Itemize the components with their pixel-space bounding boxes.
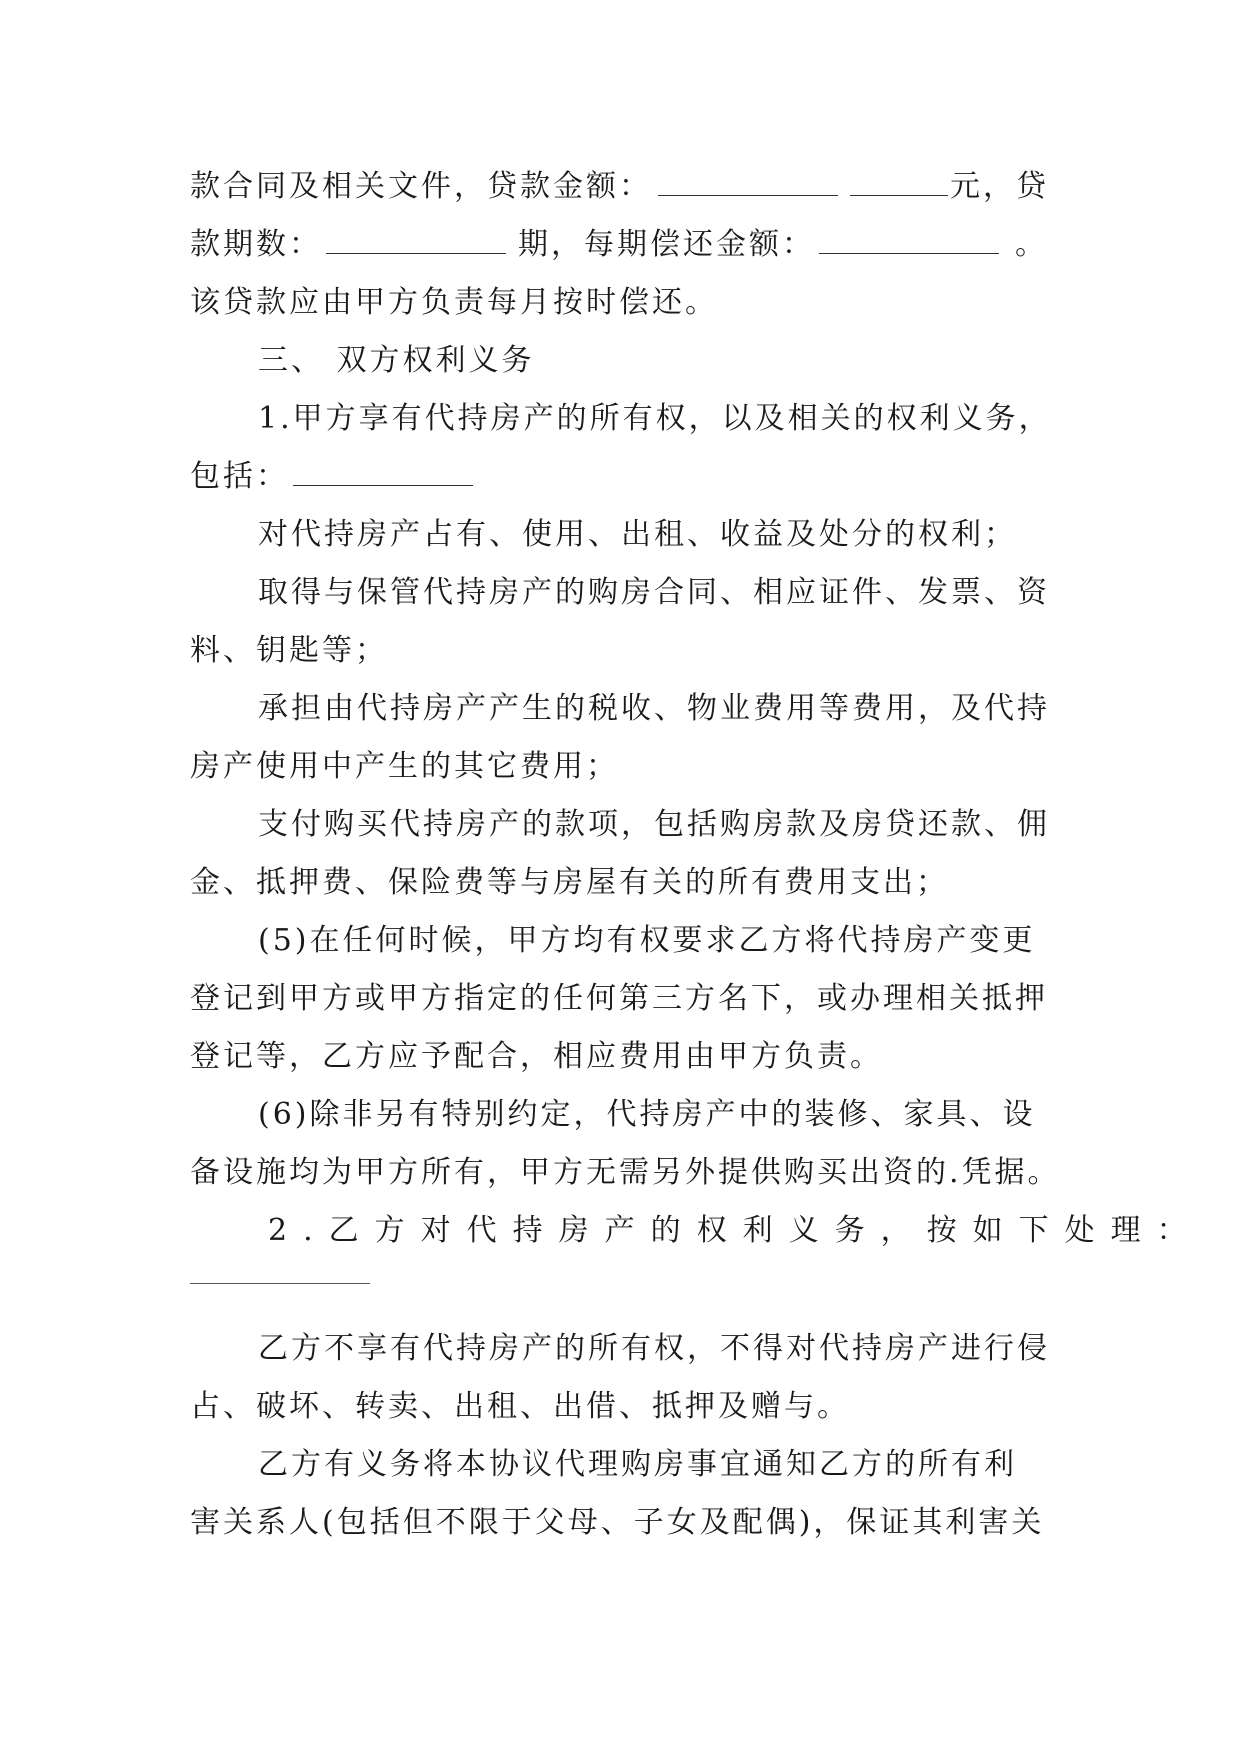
loan-amount-blank-2 <box>850 171 948 196</box>
paragraph-line: 备设施均为甲方所有，甲方无需另外提供购买出资的.凭据。 <box>190 1155 1061 1190</box>
paragraph-line: 登记到甲方或甲方指定的任何第三方名下，或办理相关抵押 <box>190 981 1048 1016</box>
paragraph-line <box>190 226 1048 264</box>
paragraph-line: 承担由代持房产产生的税收、物业费用等费用，及代持 <box>258 691 1050 726</box>
paragraph-line: 害关系人(包括但不限于父母、子女及配偶)，保证其利害关 <box>190 1505 1045 1540</box>
paragraph-line: 2.乙方对代持房产的权利义务，按如下处理： <box>268 1213 1203 1248</box>
paragraph-line: 对代持房产占有、使用、出租、收益及处分的权利； <box>258 517 1017 552</box>
paragraph-line: 登记等，乙方应予配合，相应费用由甲方负责。 <box>190 1039 883 1074</box>
loan-amount-blank <box>658 171 838 196</box>
including-blank <box>293 461 473 486</box>
paragraph-line: 取得与保管代持房产的购房合同、相应证件、发票、资 <box>258 575 1050 610</box>
paragraph-line: 料、钥匙等； <box>190 633 388 668</box>
fill-in-blank-line <box>190 1283 370 1284</box>
paragraph-line <box>190 458 473 496</box>
paragraph-line: (5)在任何时候，甲方均有权要求乙方将代持房产变更 <box>258 923 1036 958</box>
text-fragment: 款合同及相关文件，贷款金额： <box>190 169 652 204</box>
paragraph-line: (6)除非另有特别约定，代持房产中的装修、家具、设 <box>258 1097 1036 1132</box>
paragraph-line: 乙方不享有代持房产的所有权，不得对代持房产进行侵 <box>258 1331 1050 1366</box>
paragraph-line: 该贷款应由甲方负责每月按时偿还。 <box>190 285 718 320</box>
paragraph-line: 房产使用中产生的其它费用； <box>190 749 619 784</box>
paragraph-line <box>190 168 1049 206</box>
installment-amount-blank <box>819 229 999 254</box>
loan-term-blank <box>326 229 506 254</box>
paragraph-line: 1.甲方享有代持房产的所有权，以及相关的权利义务， <box>258 401 1052 436</box>
text-fragment: 款期数： <box>190 227 322 262</box>
paragraph-line: 支付购买代持房产的款项，包括购房款及房贷还款、佣 <box>258 807 1050 842</box>
text-fragment: 包括： <box>190 459 289 494</box>
text-fragment: 。 <box>1015 227 1048 262</box>
paragraph-line: 金、抵押费、保险费等与房屋有关的所有费用支出； <box>190 865 949 900</box>
text-fragment: 元，贷 <box>950 169 1049 204</box>
text-fragment: 期，每期偿还金额： <box>518 227 815 262</box>
paragraph-line: 乙方有义务将本协议代理购房事宜通知乙方的所有利 <box>258 1447 1017 1482</box>
paragraph-line: 占、破坏、转卖、出租、出借、抵押及赠与。 <box>190 1389 850 1424</box>
section-heading: 三、 双方权利义务 <box>258 343 535 378</box>
